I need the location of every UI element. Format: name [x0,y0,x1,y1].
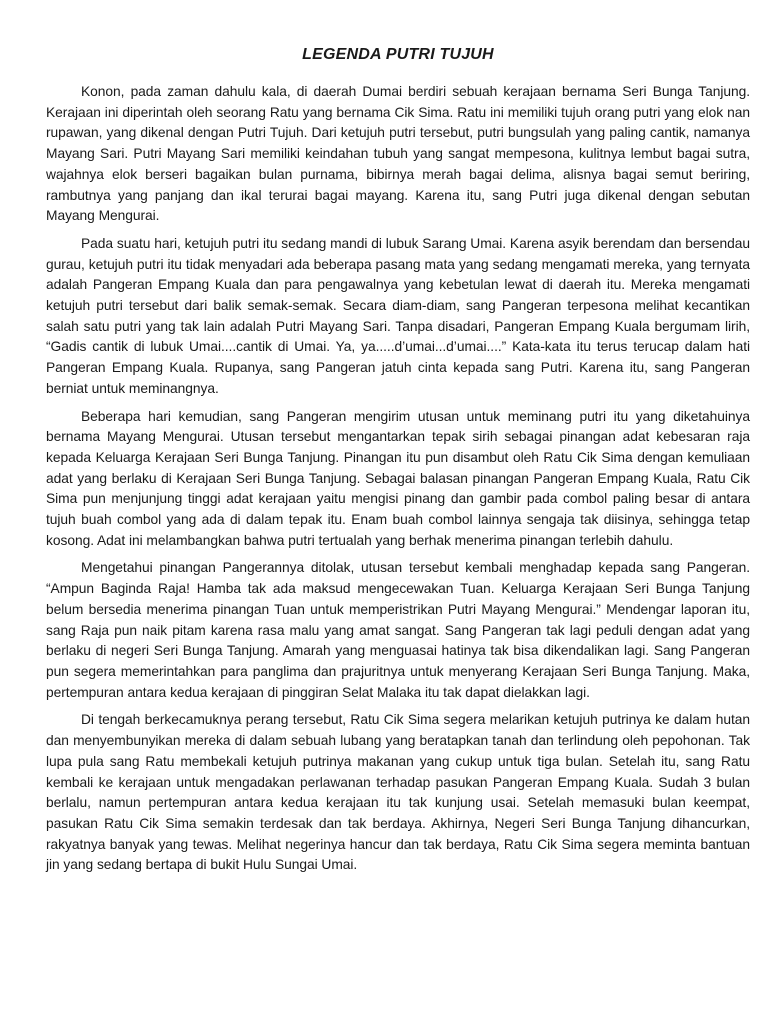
paragraph-1: Konon, pada zaman dahulu kala, di daerah Dumai berdiri sebuah kerajaan bernama Seri Bunga Tanjung. Kerajaan ini diperintah oleh seorang Ratu yang bernama Cik Sima. Ratu ini memiliki tujuh orang putri yang elok nan rupawan, yang dikenal dengan Putri Tujuh. Dari ketujuh putri tersebut, putri bungsulah yang paling cantik, namanya Mayang Sari. Putri Mayang Sari memiliki keindahan tubuh yang sangat mempesona, kulitnya lembut bagai sutra, wajahnya elok berseri bagaikan bulan purnama, bibirnya merah bagai delima, alisnya bagai semut beriring, rambutnya yang panjang dan ikal terurai bagai mayang. Karena itu, sang Putri juga dikenal dengan sebutan Mayang Mengurai. [46,84,750,224]
paragraph-4: Mengetahui pinangan Pangerannya ditolak, utusan tersebut kembali menghadap kepada sang Pangeran. “Ampun Baginda Raja! Hamba tak ada maksud mengecewakan Tuan. Keluarga Kerajaan Seri Bunga Tanjung belum bersedia menerima pinangan Tuan untuk memperistrikan Putri Mayang Mengurai.” Mendengar laporan itu, sang Raja pun naik pitam karena rasa malu yang amat sangat. Sang Pangeran tak lagi peduli dengan adat yang berlaku di negeri Seri Bunga Tanjung. Amarah yang menguasai hatinya tak bisa dikendalikan lagi. Sang Pangeran pun segera memerintahkan para panglima dan prajuritnya untuk menyerang Kerajaan Seri Bunga Tanjung. Maka, pertempuran antara kedua kerajaan di pinggiran Selat Malaka itu tak dapat dielakkan lagi. [46,560,750,700]
paragraph-5: Di tengah berkecamuknya perang tersebut, Ratu Cik Sima segera melarikan ketujuh putrinya ke dalam hutan dan menyembunyikan mereka di dalam sebuah lubang yang beratapkan tanah dan terlindung oleh pepohonan. Tak lupa pula sang Ratu membekali ketujuh putrinya makanan yang cukup untuk tiga bulan. Setelah itu, sang Ratu kembali ke kerajaan untuk mengadakan perlawanan terhadap pasukan Pangeran Empang Kuala. Sudah 3 bulan berlalu, namun pertempuran antara kedua kerajaan itu tak kunjung usai. Setelah memasuki bulan keempat, pasukan Ratu Cik Sima semakin terdesak dan tak berdaya. Akhirnya, Negeri Seri Bunga Tanjung dihancurkan, rakyatnya banyak yang tewas. Melihat negerinya hancur dan tak berdaya, Ratu Cik Sima segera meminta bantuan jin yang sedang bertapa di bukit Hulu Sungai Umai. [46,712,750,873]
document-page [46,46,750,883]
paragraph-3: Beberapa hari kemudian, sang Pangeran mengirim utusan untuk meminang putri itu yang diketahuinya bernama Mayang Mengurai. Utusan tersebut mengantarkan tepak sirih sebagai pinangan adat kebesaran raja kepada Keluarga Kerajaan Seri Bunga Tanjung. Pinangan itu pun disambut oleh Ratu Cik Sima dengan kemuliaan adat yang berlaku di Kerajaan Seri Bunga Tanjung. Sebagai balasan pinangan Pangeran Empang Kuala, Ratu Cik Sima pun menjunjung tinggi adat kerajaan yaitu mengisi pinang dan gambir pada combol paling besar di antara tujuh buah combol yang ada di dalam tepak itu. Enam buah combol lainnya sengaja tak diisinya, sehingga tetap kosong. Adat ini melambangkan bahwa putri tertualah yang berhak menerima pinangan terlebih dahulu. [46,408,750,548]
document-title: LEGENDA PUTRI TUJUH [302,46,494,63]
paragraph-2: Pada suatu hari, ketujuh putri itu sedang mandi di lubuk Sarang Umai. Karena asyik berendam dan bersendau gurau, ketujuh putri itu tidak menyadari ada beberapa pasang mata yang sedang mengamati mereka, yang ternyata adalah Pangeran Empang Kuala dan para pengawalnya yang kebetulan lewat di daerah itu. Mereka mengamati ketujuh putri tersebut dari balik semak-semak. Secara diam-diam, sang Pangeran terpesona melihat kecantikan salah satu putri yang tak lain adalah Putri Mayang Sari. Tanpa disadari, Pangeran Empang Kuala bergumam lirih, “Gadis cantik di lubuk Umai....cantik di Umai. Ya, ya.....d’umai...d’umai....” Kata-kata itu terus terucap dalam hati Pangeran Empang Kuala. Rupanya, sang Pangeran jatuh cinta kepada sang Putri. Karena itu, sang Pangeran berniat untuk meminangnya. [46,235,750,396]
